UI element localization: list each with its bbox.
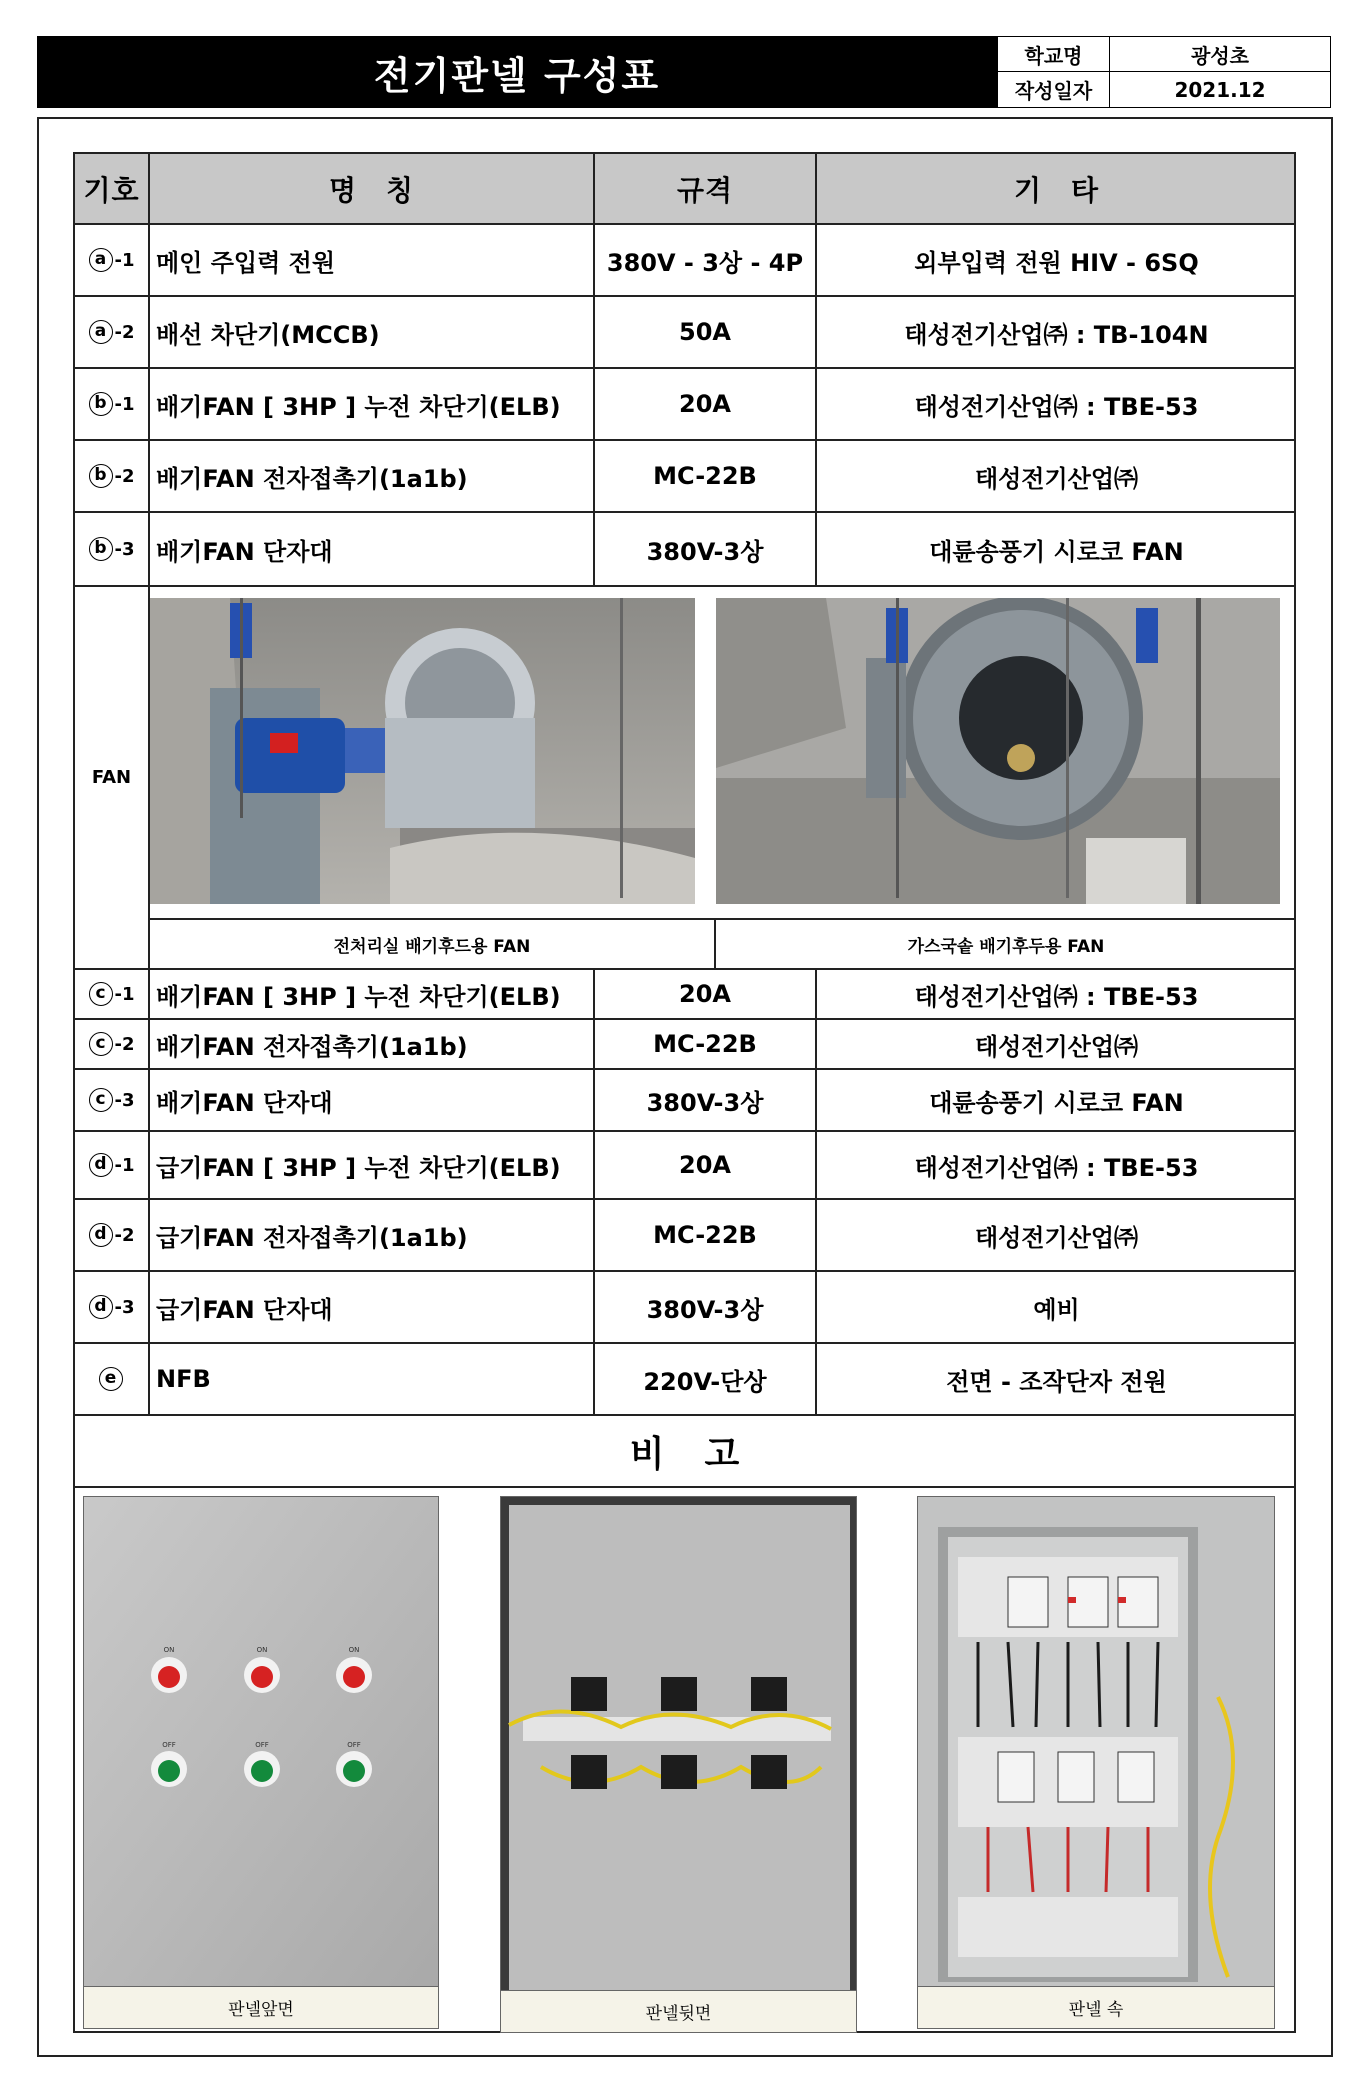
- table-row: [75, 1070, 1294, 1132]
- table-row: [75, 513, 1294, 587]
- table-row: [75, 1200, 1294, 1272]
- symbol-circle: d: [89, 1295, 113, 1319]
- symbol-circle: b: [89, 464, 113, 488]
- panel-front-photo: [83, 1496, 439, 2029]
- page-header: [37, 36, 1331, 108]
- symbol-number: -2: [114, 465, 135, 487]
- row-spec: MC-22B: [595, 1200, 817, 1270]
- header-spec: 규격: [595, 154, 817, 223]
- panel-inside-caption: 판넬 속: [918, 1986, 1274, 2028]
- table-row: [75, 1020, 1294, 1070]
- fan-caption-right: 가스국솥 배기후두용 FAN: [907, 936, 1105, 957]
- panel-back-image: [501, 1497, 857, 1992]
- symbol-circle: c: [89, 1032, 113, 1056]
- date-label: 작성일자: [998, 72, 1110, 107]
- panel-front-image: [84, 1497, 439, 1988]
- row-note: 태성전기산업㈜ : TBE-53: [914, 1153, 1199, 1182]
- svg-text:OFF: OFF: [347, 1741, 361, 1749]
- row-symbol: [75, 1020, 150, 1068]
- symbol-number: -3: [114, 538, 135, 560]
- symbol-number: -2: [114, 1224, 135, 1246]
- row-spec: 380V-3상: [595, 1070, 817, 1130]
- row-note: 대륜송풍기 시로코 FAN: [929, 537, 1184, 566]
- meta-row-date: [998, 72, 1330, 107]
- component-table: [73, 152, 1296, 2033]
- symbol-circle: a: [89, 320, 113, 344]
- row-spec: 20A: [595, 1132, 817, 1198]
- row-name: 배기FAN 전자접촉기(1a1b): [150, 441, 595, 511]
- row-symbol: [75, 225, 150, 295]
- symbol-number: -3: [114, 1089, 135, 1111]
- row-note: 예비: [1033, 1295, 1080, 1324]
- panel-back-photo: [500, 1496, 857, 2033]
- symbol-circle: a: [89, 248, 113, 272]
- header-name: 명 칭: [150, 154, 595, 223]
- table-row: [75, 369, 1294, 441]
- school-value: 광성초: [1191, 43, 1249, 68]
- row-name: 배기FAN 단자대: [150, 1070, 595, 1130]
- table-row: [75, 297, 1294, 369]
- panel-inside-image: [918, 1497, 1275, 1988]
- table-row: [75, 970, 1294, 1020]
- table-row: [75, 225, 1294, 297]
- row-note: 전면 - 조작단자 전원: [946, 1367, 1167, 1396]
- row-spec: 380V-3상: [595, 1272, 817, 1342]
- svg-text:OFF: OFF: [255, 1741, 269, 1749]
- row-spec: MC-22B: [595, 441, 817, 511]
- header-symbol: 기호: [75, 154, 150, 223]
- row-symbol: [75, 369, 150, 439]
- meta-box: [997, 36, 1331, 108]
- row-note: 태성전기산업㈜ : TB-104N: [904, 320, 1209, 349]
- panel-back-caption: 판넬뒷면: [501, 1990, 856, 2032]
- symbol-number: -2: [114, 1033, 135, 1055]
- row-name: 배선 차단기(MCCB): [150, 297, 595, 367]
- row-spec: 20A: [595, 970, 817, 1018]
- row-spec: 380V - 3상 - 4P: [595, 225, 817, 295]
- row-name: NFB: [150, 1344, 595, 1414]
- row-name: 메인 주입력 전원: [150, 225, 595, 295]
- row-note: 대륜송풍기 시로코 FAN: [929, 1088, 1184, 1117]
- row-note: 태성전기산업㈜: [974, 1032, 1139, 1061]
- row-symbol: [75, 297, 150, 367]
- symbol-circle: c: [89, 982, 113, 1006]
- svg-text:OFF: OFF: [162, 1741, 176, 1749]
- fan-photo-gas-kettle: [716, 598, 1280, 904]
- row-name: 급기FAN [ 3HP ] 누전 차단기(ELB): [150, 1132, 595, 1198]
- row-spec: 20A: [595, 369, 817, 439]
- row-note: 태성전기산업㈜ : TBE-53: [914, 392, 1199, 421]
- meta-row-school: [998, 37, 1330, 72]
- date-value: 2021.12: [1174, 77, 1266, 102]
- row-note: 태성전기산업㈜: [974, 1223, 1139, 1252]
- table-row: [75, 1344, 1294, 1416]
- symbol-number: -1: [114, 983, 135, 1005]
- row-symbol: [75, 1272, 150, 1342]
- table-row: [75, 441, 1294, 513]
- row-symbol: [75, 441, 150, 511]
- symbol-circle: c: [89, 1088, 113, 1112]
- row-note: 외부입력 전원 HIV - 6SQ: [914, 248, 1199, 277]
- fan-photo-row: [75, 587, 1294, 970]
- row-symbol: [75, 1132, 150, 1198]
- header-note: 기 타: [1013, 173, 1100, 207]
- fan-photo-prep-room: [150, 598, 695, 904]
- symbol-circle: d: [89, 1223, 113, 1247]
- row-spec: 380V-3상: [595, 513, 817, 585]
- row-name: 배기FAN [ 3HP ] 누전 차단기(ELB): [150, 369, 595, 439]
- row-name: 급기FAN 단자대: [150, 1272, 595, 1342]
- fan-label: FAN: [75, 587, 150, 968]
- row-spec: MC-22B: [595, 1020, 817, 1068]
- school-label: 학교명: [998, 37, 1110, 71]
- table-row: [75, 1272, 1294, 1344]
- panel-inside-photo: [917, 1496, 1275, 2029]
- fan-captions: [150, 918, 1296, 968]
- row-name: 배기FAN 전자접촉기(1a1b): [150, 1020, 595, 1068]
- row-symbol: [75, 1344, 150, 1414]
- fan-caption-left: 전처리실 배기후드용 FAN: [150, 920, 716, 968]
- symbol-number: -1: [114, 249, 135, 271]
- svg-text:ON: ON: [163, 1646, 175, 1654]
- table-row: [75, 1132, 1294, 1200]
- symbol-circle: b: [89, 537, 113, 561]
- symbol-number: -1: [114, 393, 135, 415]
- row-note: 태성전기산업㈜: [974, 464, 1139, 493]
- symbol-circle: d: [89, 1153, 113, 1177]
- row-symbol: [75, 970, 150, 1018]
- symbol-circle: b: [89, 392, 113, 416]
- symbol-number: -2: [114, 321, 135, 343]
- remarks-heading: 비고: [75, 1416, 1294, 1488]
- svg-text:ON: ON: [256, 1646, 268, 1654]
- symbol-number: -3: [114, 1296, 135, 1318]
- svg-text:ON: ON: [348, 1646, 360, 1654]
- panel-front-caption: 판넬앞면: [84, 1986, 438, 2028]
- symbol-number: -1: [114, 1154, 135, 1176]
- symbol-circle: e: [99, 1367, 123, 1391]
- row-note: 태성전기산업㈜ : TBE-53: [914, 982, 1199, 1011]
- row-name: 배기FAN 단자대: [150, 513, 595, 585]
- table-header: [75, 154, 1294, 225]
- row-name: 급기FAN 전자접촉기(1a1b): [150, 1200, 595, 1270]
- row-spec: 50A: [595, 297, 817, 367]
- row-symbol: [75, 513, 150, 585]
- row-name: 배기FAN [ 3HP ] 누전 차단기(ELB): [150, 970, 595, 1018]
- row-symbol: [75, 1200, 150, 1270]
- page-title: 전기판넬 구성표: [37, 36, 997, 108]
- row-symbol: [75, 1070, 150, 1130]
- row-spec: 220V-단상: [595, 1344, 817, 1414]
